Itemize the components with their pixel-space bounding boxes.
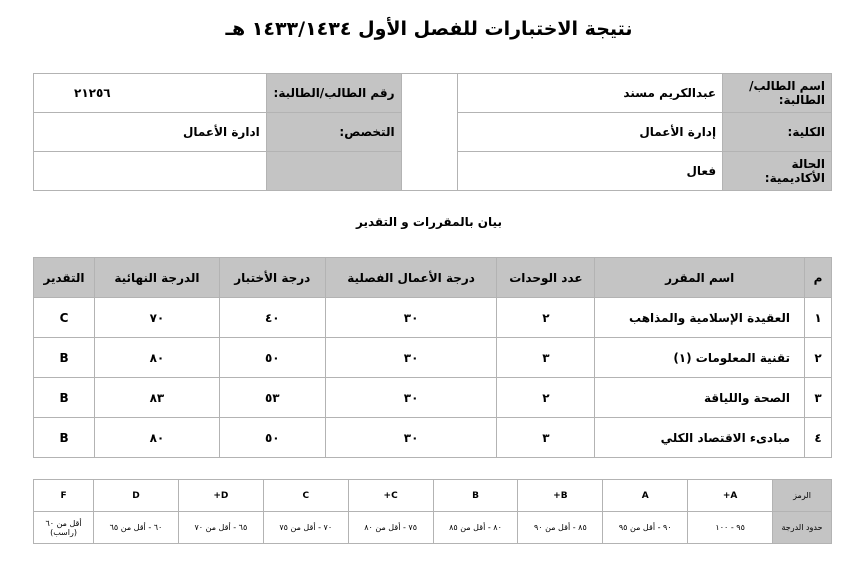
table-row [34,298,832,338]
student-name-label: اسم الطالب/الطالبة: [723,74,832,113]
grade-range: ٧٥ - أقل من ٨٠ [348,512,433,544]
course-exam: ٤٠ [219,298,325,338]
course-grade: B [34,418,95,458]
empty-value-cell [34,152,267,191]
course-units: ٣ [497,338,595,378]
grade-symbol: C+ [348,480,433,512]
info-spacer [401,74,458,191]
course-coursework: ٣٠ [325,378,497,418]
grade-range: ٩٠ - أقل من ٩٥ [603,512,688,544]
courses-header-row [34,258,832,298]
student-id-value: ٢١٢٥٦ [34,74,267,113]
course-final: ٨٠ [95,418,220,458]
course-grade: B [34,378,95,418]
col-header-coursework: درجة الأعمال الفصلية [325,258,497,298]
course-exam: ٥٠ [219,338,325,378]
course-coursework: ٣٠ [325,298,497,338]
empty-label-cell [266,152,401,191]
grading-key-range-row [34,512,832,544]
course-units: ٢ [497,298,595,338]
course-number: ٤ [805,418,832,458]
grade-symbol: C [263,480,348,512]
course-number: ٣ [805,378,832,418]
col-header-final: الدرجة النهائية [95,258,220,298]
col-header-units: عدد الوحدات [497,258,595,298]
grade-range: ٦٠ - أقل من ٦٥ [94,512,179,544]
grade-symbol: F [34,480,94,512]
college-value: إدارة الأعمال [458,113,723,152]
course-coursework: ٣٠ [325,338,497,378]
student-name-value: عبدالكريم مسند [458,74,723,113]
academic-status-value: فعال [458,152,723,191]
col-header-grade: التقدير [34,258,95,298]
grade-range: ٦٥ - أقل من ٧٠ [178,512,263,544]
course-name: مبادىء الاقتصاد الكلي [595,418,805,458]
major-value: ادارة الأعمال [34,113,267,152]
grade-symbol: A [603,480,688,512]
course-exam: ٥٣ [219,378,325,418]
courses-table [33,257,832,458]
grade-symbol: A+ [688,480,773,512]
course-grade: B [34,338,95,378]
course-exam: ٥٠ [219,418,325,458]
course-coursework: ٣٠ [325,418,497,458]
course-units: ٣ [497,418,595,458]
course-number: ٢ [805,338,832,378]
grade-symbol-label: الرمز [773,480,832,512]
course-units: ٢ [497,378,595,418]
grade-range: ٨٠ - أقل من ٨٥ [433,512,518,544]
course-final: ٧٠ [95,298,220,338]
academic-status-label: الحالة الأكاديمية: [723,152,832,191]
course-grade: C [34,298,95,338]
grade-range: ٩٥ - ١٠٠ [688,512,773,544]
grading-key-table [33,479,832,544]
table-row [34,338,832,378]
course-number: ١ [805,298,832,338]
table-row [34,418,832,458]
col-header-course-name: اسم المقرر [595,258,805,298]
course-final: ٨٠ [95,338,220,378]
section-title: بيان بالمقررات و التقدير [356,215,502,229]
grade-range: أقل من ٦٠ (راسب) [34,512,94,544]
course-name: تقنية المعلومات (١) [595,338,805,378]
grade-symbol: D+ [178,480,263,512]
course-name: الصحة واللياقة [595,378,805,418]
grading-key-symbol-row [34,480,832,512]
grade-range-label: حدود الدرجة [773,512,832,544]
course-final: ٨٣ [95,378,220,418]
grade-symbol: B [433,480,518,512]
table-row [34,378,832,418]
col-header-number: م [805,258,832,298]
major-label: التخصص: [266,113,401,152]
course-name: العقيدة الإسلامية والمذاهب [595,298,805,338]
grade-symbol: D [94,480,179,512]
student-info-table [33,73,832,191]
grade-range: ٧٠ - أقل من ٧٥ [263,512,348,544]
student-id-label: رقم الطالب/الطالبة: [266,74,401,113]
grade-symbol: B+ [518,480,603,512]
col-header-exam: درجة الأختبار [219,258,325,298]
page-title: نتيجة الاختبارات للفصل الأول ١٤٣٣/١٤٣٤ هـ [225,18,633,40]
grade-range: ٨٥ - أقل من ٩٠ [518,512,603,544]
college-label: الكلية: [723,113,832,152]
